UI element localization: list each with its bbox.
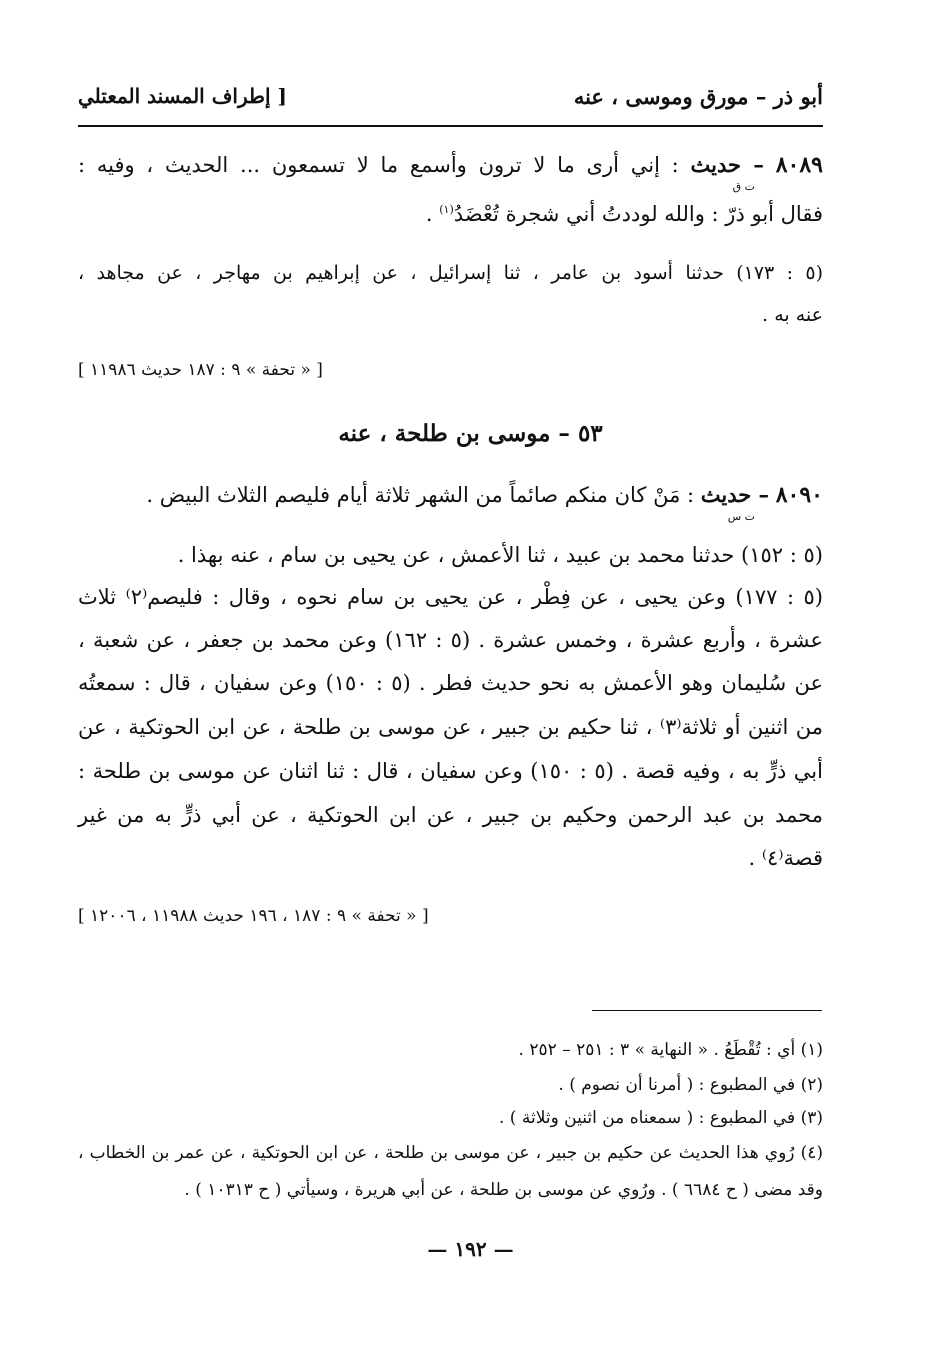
hadith-text: : إني أرى ما لا ترون وأسمع ما لا تسمعون ... الحديث ، وفيه : xyxy=(78,153,679,177)
hadith-8090-line-1 xyxy=(78,480,823,510)
hadith-8089-line-2: فقال أبو ذرّ : والله لوددتُ أني شجرة تُعْضَدُ$^{(١)}$ . xyxy=(425,202,823,226)
isnad-line: عنه به . xyxy=(762,304,823,326)
isnad-line: عشرة ، وأربع عشرة ، وخمس عشرة . (٥ : ١٦٢) وعن محمد بن جعفر ، عن شعبة ، xyxy=(78,628,824,652)
footnote: (٣) في المطبوع : ( سمعناه من اثنين وثلاثة ) . xyxy=(499,1108,823,1128)
isnad-line: أبي ذرٍّ به ، وفيه قصة . (٥ : ١٥٠) وعن سفيان ، قال : ثنا اثنان عن موسى بن طلحة : xyxy=(78,759,823,783)
isnad-line: (٥ : ١٥٢) حدثنا محمد بن عبيد ، ثنا الأعمش ، عن يحيى بن سام ، عنه بهذا . xyxy=(177,543,823,567)
footnote: (١) أي : تُقْطَعُ . « النهاية » ٣ : ٢٥١ – ٢٥٢ . xyxy=(518,1040,823,1060)
hadith-sigla: ت س xyxy=(727,510,755,523)
tuhfa-reference: [ « تحفة » ٩ : ١٨٧ ، ١٩٦ حديث ١١٩٨٨ ، ١٢٠٠٦ ] xyxy=(78,906,429,926)
running-header-title: أبو ذر – مورق وموسى ، عنه xyxy=(573,84,823,109)
footnote-continuation: وقد مضى ( ح ٦٦٨٤ ) . ورُوي عن موسى بن طلحة ، عن أبي هريرة ، وسيأتي ( ح ١٠٣١٣ ) . xyxy=(184,1180,823,1200)
footnote-marker: (١) xyxy=(439,203,454,216)
hadith-label: – حديث xyxy=(700,482,770,507)
isnad-line: عن سُليمان وهو الأعمش به نحو حديث فطر . (٥ : ١٥٠) وعن سفيان ، قال : سمعتُه xyxy=(78,671,823,695)
section-heading: ٥٣ – موسى بن طلحة ، عنه xyxy=(338,420,603,447)
running-header-book: [ إطراف المسند المعتلي xyxy=(78,84,287,108)
hadith-8089-line-1 xyxy=(78,150,823,180)
header-rule xyxy=(78,125,823,127)
hadith-label: – حديث xyxy=(690,152,764,177)
page-number: — ١٩٢ — xyxy=(427,1237,514,1261)
footnote-separator xyxy=(592,1010,822,1011)
tuhfa-reference: [ « تحفة » ٩ : ١٨٧ حديث ١١٩٨٦ ] xyxy=(78,360,323,380)
isnad-line: من اثنين أو ثلاثة⁽٣⁾ ، ثنا حكيم بن جبير ، عن موسى بن طلحة ، عن ابن الحوتكية ، عن xyxy=(78,715,823,739)
isnad-line: قصة⁽٤⁾ . xyxy=(748,846,823,870)
hadith-number: ٨٠٩٠ xyxy=(775,482,823,508)
isnad-line: محمد بن عبد الرحمن وحكيم بن جبير ، عن ابن الحوتكية ، عن أبي ذرٍّ به من غير xyxy=(78,803,823,827)
hadith-number: ٨٠٨٩ xyxy=(775,152,823,178)
isnad-line: (٥ : ١٧٣) حدثنا أسود بن عامر ، ثنا إسرائيل ، عن إبراهيم بن مهاجر ، عن مجاهد ، xyxy=(78,262,824,284)
footnote: (٢) في المطبوع : ( أمرنا أن نصوم ) . xyxy=(558,1075,823,1095)
footnote: (٤) رُوي هذا الحديث عن حكيم بن جبير ، عن موسى بن طلحة ، عن ابن الحوتكية ، عن عمر بن الخطاب ، xyxy=(78,1143,823,1163)
isnad-line: (٥ : ١٧٧) وعن يحيى ، عن فِطْر ، عن يحيى بن سام نحوه ، وقال : فليصم⁽٢⁾ ثلاث xyxy=(78,585,823,609)
hadith-text: : مَنْ كان منكم صائماً من الشهر ثلاثة أيام فليصم الثلاث البيض . xyxy=(146,483,695,507)
hadith-sigla: ت ق xyxy=(732,180,755,193)
